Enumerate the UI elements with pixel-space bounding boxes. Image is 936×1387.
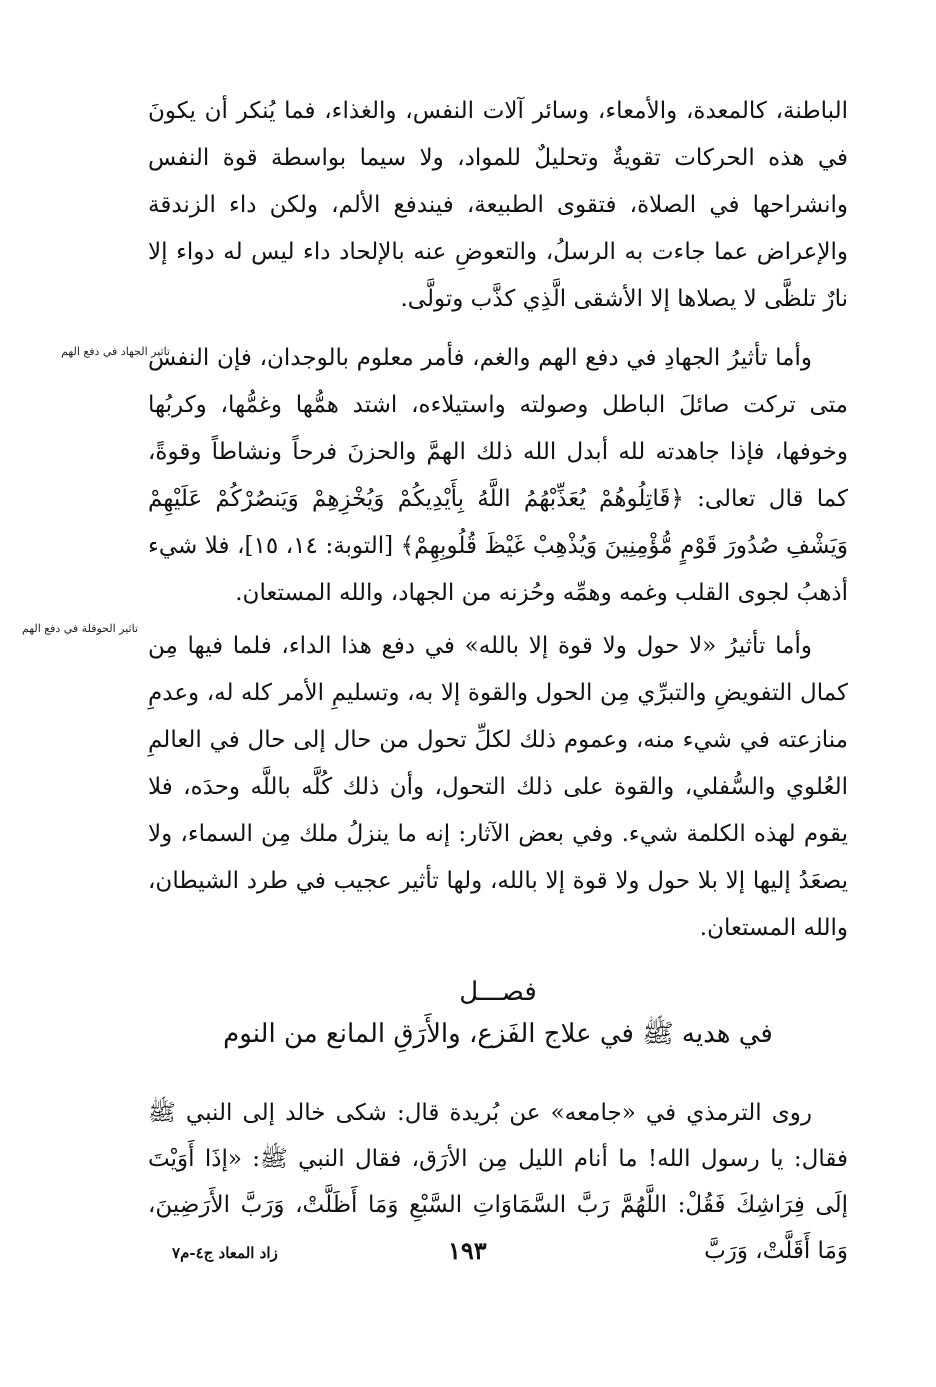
paragraph-3-hawqala: وأما تأثيرُ «لا حول ولا قوة إلا بالله» في دفع هذا الداء، فلما فيها مِن كمال التفويضِ والتبرِّي مِن الحول والقوة إلا به، وتسليمِ الأمر كله له، وعدمِ منازعته في شيء منه، وعموم ذلك لكلِّ تحول من حال إلى حال في العالمِ العُلوي والسُّفلي، والقوة على ذلك التحول، وأن ذلك كُلَّه باللَّه وحدَه، فلا يقوم لهذه الكلمة شيء. وفي بعض الآثار: إنه ما ينزلُ ملك مِن السماء، ولا يصعَدُ إليها إلا بلا حول ولا قوة إلا بالله، ولها تأثير عجيب في طرد الشيطان، والله المستعان. [148,633,849,941]
footer-book-title: زاد المعاد ج٤-م٧ [172,1244,278,1262]
section-title: في هديه ﷺ في علاج الفَزع، والأَرَقِ المانع من النوم [223,1019,773,1049]
section-paragraph: روى الترمذي في «جامعه» عن بُريدة قال: شكى خالد إلى النبي ﷺ فقال: يا رسول الله! ما أنام الليل مِن الأرَق، فقال النبي ﷺ: «إذَا أَوَيْتَ إلَى فِرَاشِكَ فَقُلْ: اللَّهُمَّ رَبَّ السَّمَاوَاتِ السَّبْعِ وَمَا أَظَلَّتْ، وَرَبَّ الأَرَضِينَ، وَمَا أَقَلَّتْ، وَرَبَّ [148,1100,848,1264]
margin-note-jihad: تاثير الجهاد في دفع الهم [61,345,170,358]
paragraph-1: الباطنة، كالمعدة، والأمعاء، وسائر آلات النفس، والغذاء، فما يُنكر أن يكونَ في هذه الحركات تقويةٌ وتحليلٌ للمواد، ولا سيما بواسطة قوة النفس وانشراحها في الصلاة، فتقوى الطبيعة، فيندفع الألم، ولكن داء الزندقة والإعراض عما جاءت به الرسلُ، والتعوضِ عنه بالإلحاد داء ليس له دواء إلا نارٌ تلظَّى لا يصلاها إلا الأشقى الَّذِي كذَّب وتولَّى. [148,98,848,312]
paragraph-2-jihad: وأما تأثيرُ الجهادِ في دفع الهم والغم، فأمر معلوم بالوجدان، فإن النفس متى تركت صائلَ الباطل وصولته واستيلاءه، اشتد همُّها وغمُّها، وكربُها وخوفها، فإذا جاهدته لله أبدل الله ذلك الهمَّ والحزنَ فرحاً ونشاطاً وقوةً، كما قال تعالى: ﴿قَاتِلُوهُمْ يُعَذِّبْهُمُ اللَّهُ بِأَيْدِيكُمْ وَيُخْزِهِمْ وَيَنصُرْكُمْ عَلَيْهِمْ وَيَشْفِ صُدُورَ قَوْمٍ مُّؤْمِنِينَ وَيُذْهِبْ غَيْظَ قُلُوبِهِمْ﴾ [التوبة: ١٤، ١٥]، فلا شيء أذهبُ لجوى القلب وغمه وهمِّه وحُزنه من الجهاد، والله المستعان. [148,345,849,606]
page-number: ١٩٣ [448,1236,487,1265]
main-text [148,88,848,952]
section-label: فصـــل [459,977,537,1007]
margin-note-hawqala: تاثير الحوقلة في دفع الهم [21,622,139,635]
